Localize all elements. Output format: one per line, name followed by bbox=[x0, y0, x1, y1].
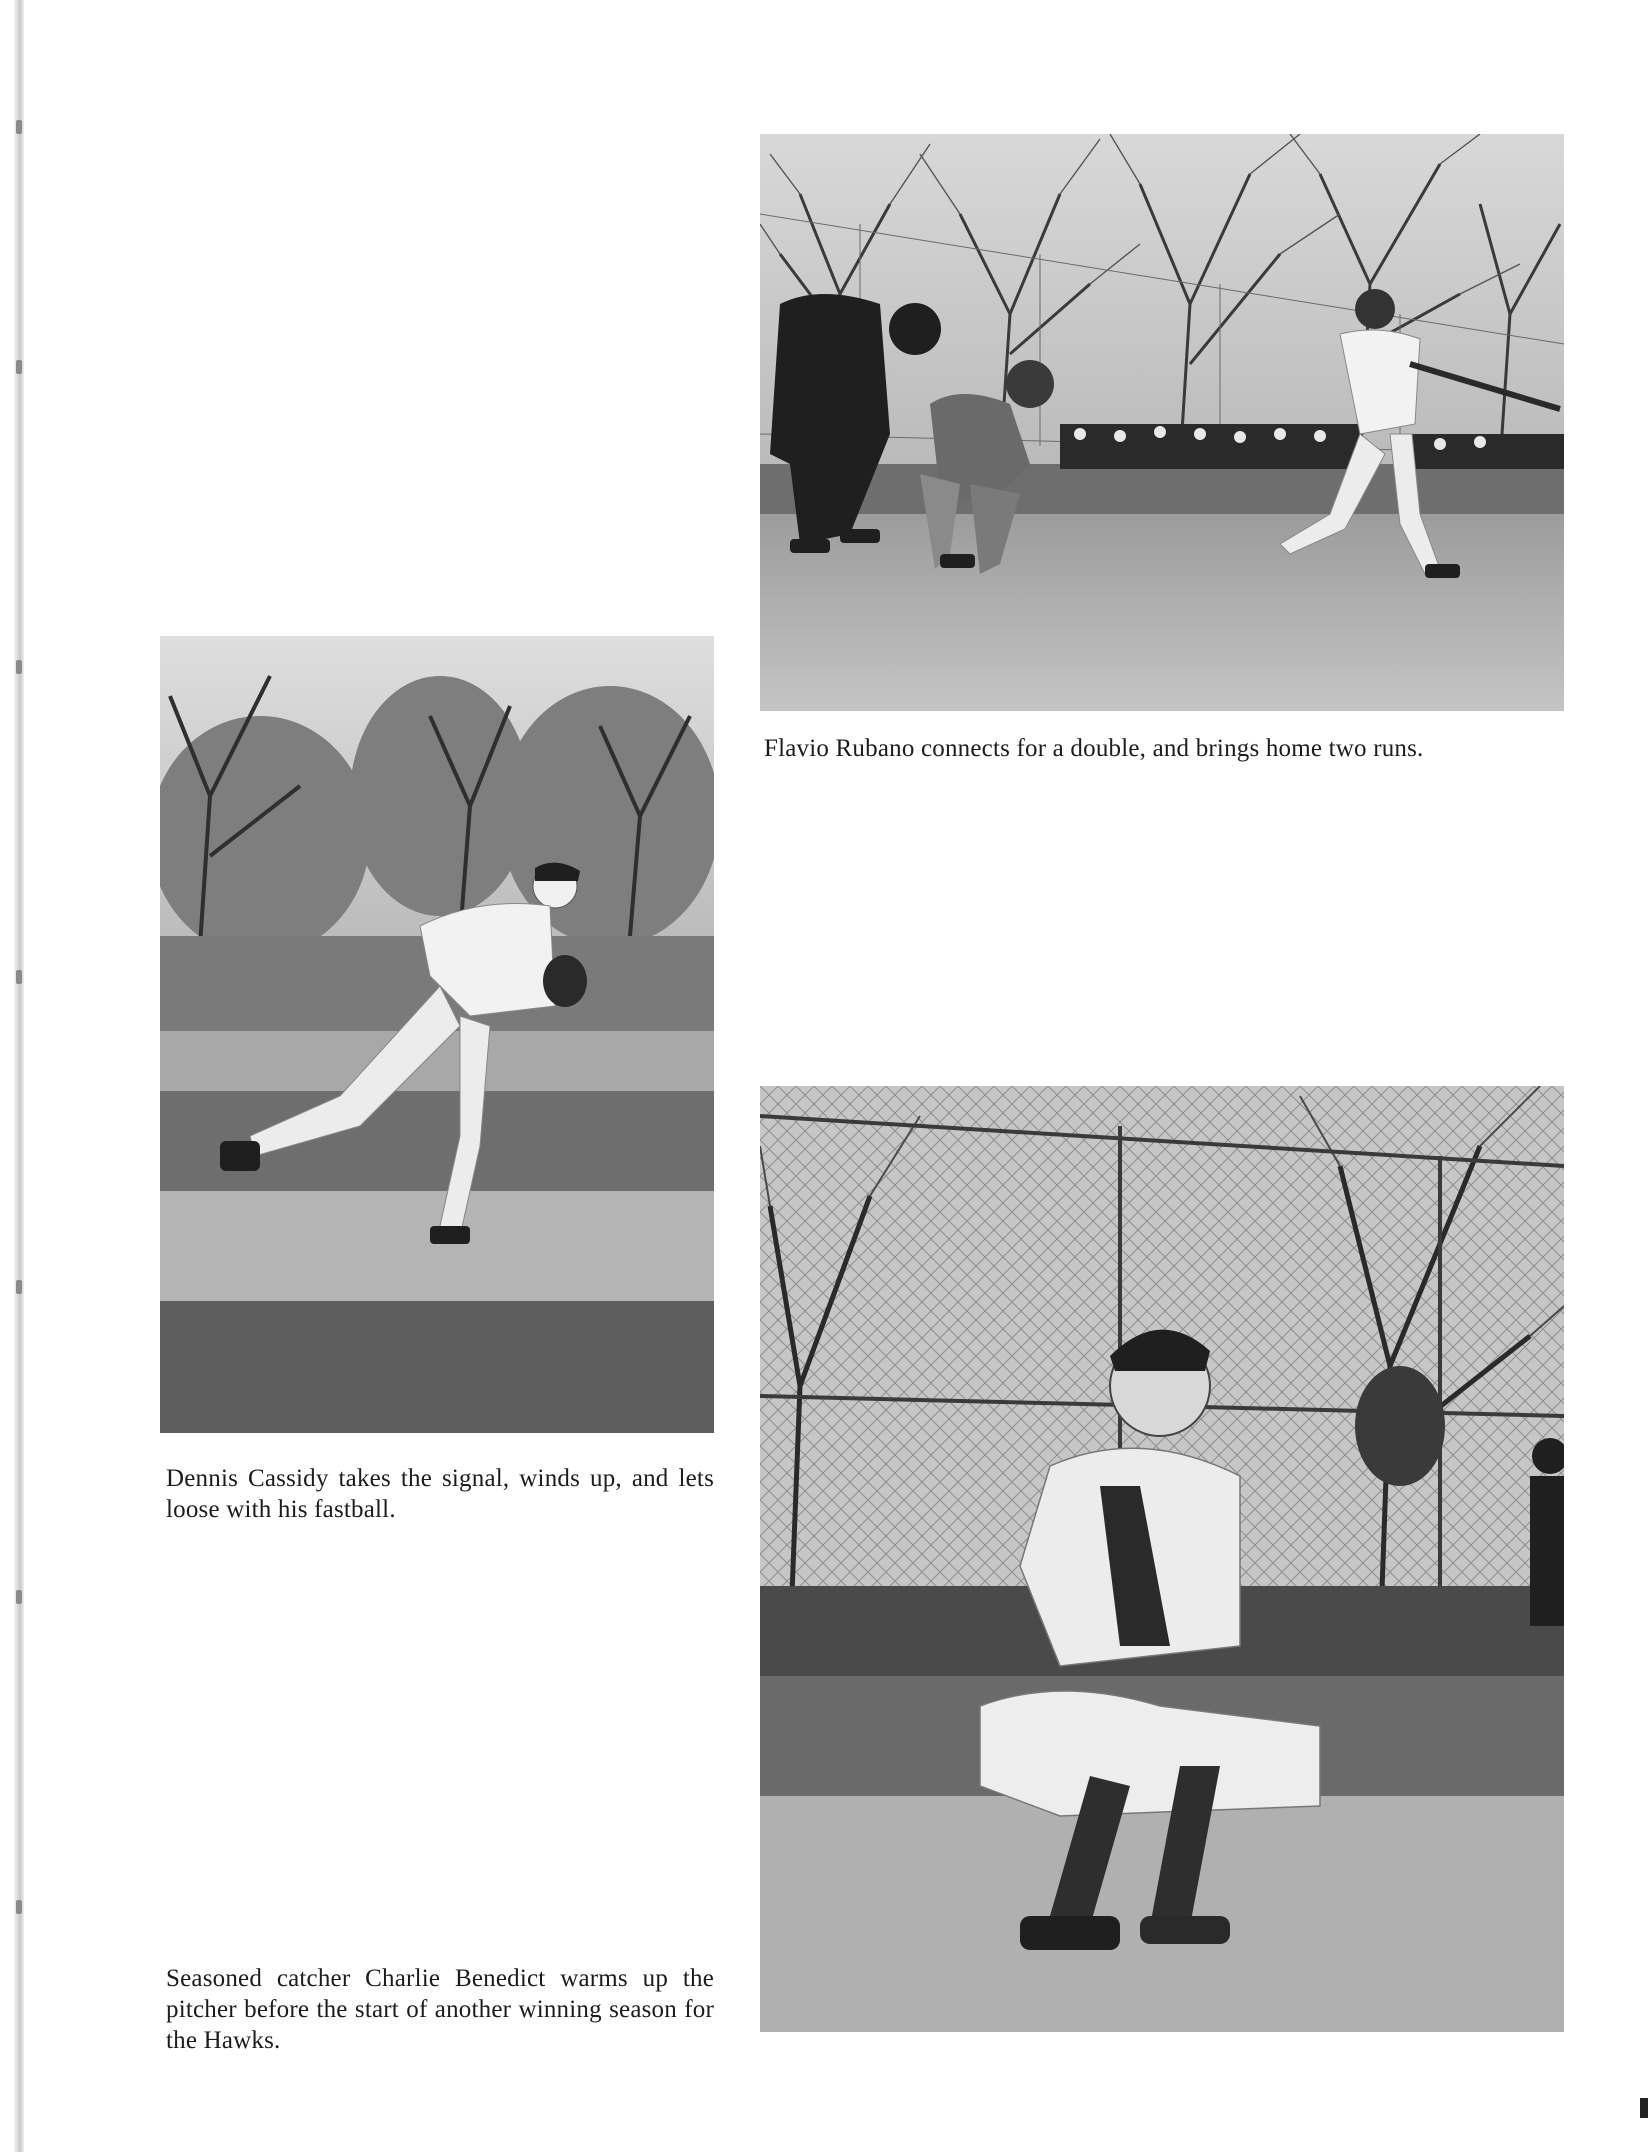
catcher-photo-caption: Seasoned catcher Charlie Benedict warms up the pitcher before the start of another winning season for the Hawks. bbox=[166, 1965, 714, 2054]
baseball-batter-photo-icon bbox=[760, 134, 1564, 711]
binding-hole bbox=[16, 660, 22, 674]
binding-hole bbox=[16, 1590, 22, 1604]
binding-hole bbox=[16, 120, 22, 134]
page-binding-edge bbox=[14, 0, 24, 2152]
baseball-pitcher-photo-icon bbox=[160, 636, 714, 1433]
page-number-edge-mark bbox=[1640, 2098, 1648, 2118]
batter-photo bbox=[760, 134, 1564, 711]
binding-hole bbox=[16, 1280, 22, 1294]
catcher-photo bbox=[760, 1086, 1564, 2032]
binding-hole bbox=[16, 360, 22, 374]
binding-hole bbox=[16, 1900, 22, 1914]
binding-hole bbox=[16, 970, 22, 984]
pitcher-photo-caption: Dennis Cassidy takes the signal, winds up, and lets loose with his fastball. bbox=[166, 1465, 714, 1523]
pitcher-photo bbox=[160, 636, 714, 1433]
baseball-catcher-photo-icon bbox=[760, 1086, 1564, 2032]
batter-photo-caption: Flavio Rubano connects for a double, and brings home two runs. bbox=[764, 735, 1424, 762]
